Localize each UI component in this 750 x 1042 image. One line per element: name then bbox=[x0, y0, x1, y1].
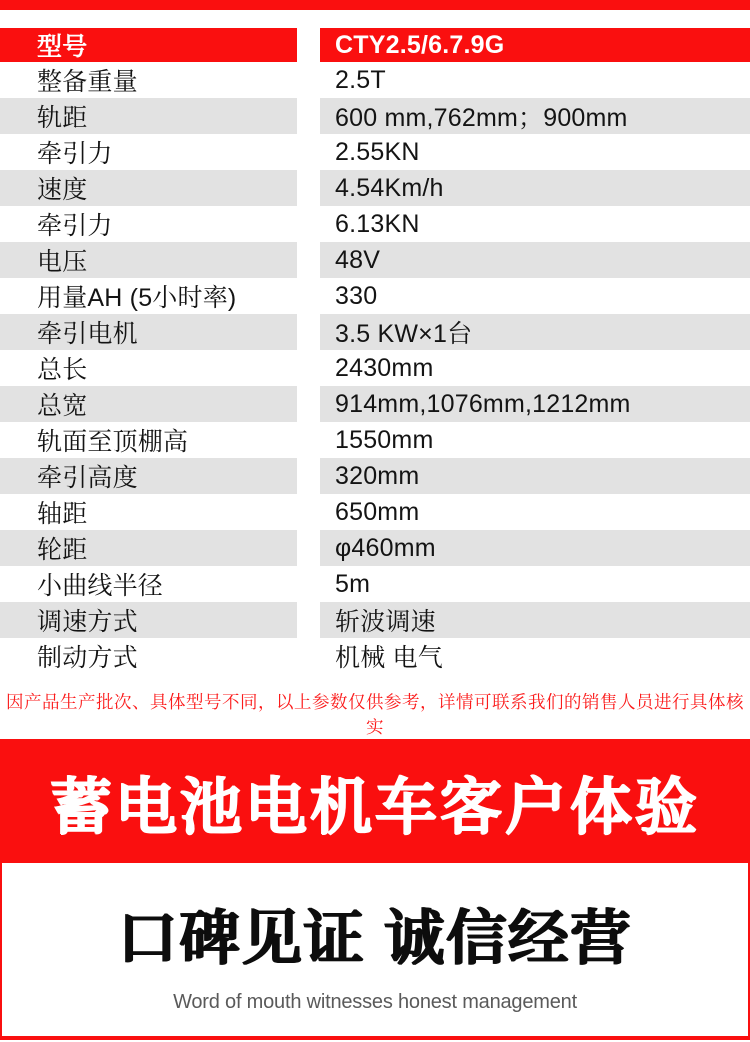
spec-label: 总宽 bbox=[0, 386, 297, 422]
spec-value: 48V bbox=[320, 242, 750, 278]
spec-label: 牵引力 bbox=[37, 212, 113, 240]
top-red-bar bbox=[0, 0, 750, 10]
spec-value: 914mm,1076mm,1212mm bbox=[320, 386, 750, 422]
spec-label: 用量AH (5小时率) bbox=[37, 284, 237, 312]
table-row bbox=[0, 242, 750, 278]
spec-label: 型号 bbox=[0, 28, 297, 62]
spec-label: 轨距 bbox=[0, 98, 297, 134]
spec-value: 6.13KN bbox=[335, 209, 420, 238]
table-row bbox=[0, 386, 750, 422]
spec-label: 电压 bbox=[0, 242, 297, 278]
spec-label: 轴距 bbox=[37, 500, 88, 528]
spec-label: 牵引高度 bbox=[0, 458, 297, 494]
red-banner bbox=[0, 739, 750, 863]
spec-value: 3.5 KW×1台 bbox=[320, 314, 750, 350]
spec-label: 轮距 bbox=[0, 530, 297, 566]
spec-label: 整备重量 bbox=[37, 68, 138, 96]
spec-value: 320mm bbox=[320, 458, 750, 494]
footer-section bbox=[0, 863, 750, 1040]
table-row bbox=[0, 134, 750, 170]
spec-value: 斩波调速 bbox=[320, 602, 750, 638]
table-row bbox=[0, 170, 750, 206]
table-row bbox=[0, 28, 750, 62]
table-row bbox=[0, 98, 750, 134]
spec-label: 速度 bbox=[0, 170, 297, 206]
banner-title: 蓄电池电机车客户体验 bbox=[49, 772, 700, 842]
table-row bbox=[0, 494, 750, 530]
spec-label: 调速方式 bbox=[0, 602, 297, 638]
spec-value: φ460mm bbox=[320, 530, 750, 566]
spec-table bbox=[0, 28, 750, 674]
table-row bbox=[0, 62, 750, 98]
table-row bbox=[0, 278, 750, 314]
spec-value: 650mm bbox=[335, 497, 420, 526]
spec-value: 4.54Km/h bbox=[320, 170, 750, 206]
spec-label: 小曲线半径 bbox=[37, 572, 164, 600]
spec-value: 机械 电气 bbox=[335, 644, 443, 672]
table-row bbox=[0, 350, 750, 386]
spec-value: CTY2.5/6.7.9G bbox=[320, 28, 750, 62]
table-row bbox=[0, 458, 750, 494]
table-row bbox=[0, 566, 750, 602]
table-row bbox=[0, 314, 750, 350]
disclaimer-text: 因产品生产批次、具体型号不同，以上参数仅供参考，详情可联系我们的销售人员进行具体核实 bbox=[6, 692, 744, 737]
table-row bbox=[0, 422, 750, 458]
table-row bbox=[0, 638, 750, 674]
spec-label: 牵引力 bbox=[37, 140, 113, 168]
spec-label: 轨面至顶棚高 bbox=[37, 428, 189, 456]
spec-value: 2.5T bbox=[335, 65, 386, 94]
footer-subtitle: Word of mouth witnesses honest management bbox=[173, 991, 577, 1013]
spec-label: 牵引电机 bbox=[0, 314, 297, 350]
table-row bbox=[0, 602, 750, 638]
spec-value: 330 bbox=[335, 281, 378, 310]
footer-slogan: 口碑见证 诚信经营 bbox=[117, 905, 633, 972]
spec-value: 5m bbox=[335, 569, 371, 598]
spec-label: 制动方式 bbox=[37, 644, 138, 672]
table-row bbox=[0, 530, 750, 566]
spec-value: 2430mm bbox=[335, 353, 434, 382]
table-row bbox=[0, 206, 750, 242]
spec-value: 1550mm bbox=[335, 425, 434, 454]
spec-value: 2.55KN bbox=[335, 137, 420, 166]
spec-value: 600 mm,762mm；900mm bbox=[320, 98, 750, 134]
spec-label: 总长 bbox=[37, 356, 88, 384]
